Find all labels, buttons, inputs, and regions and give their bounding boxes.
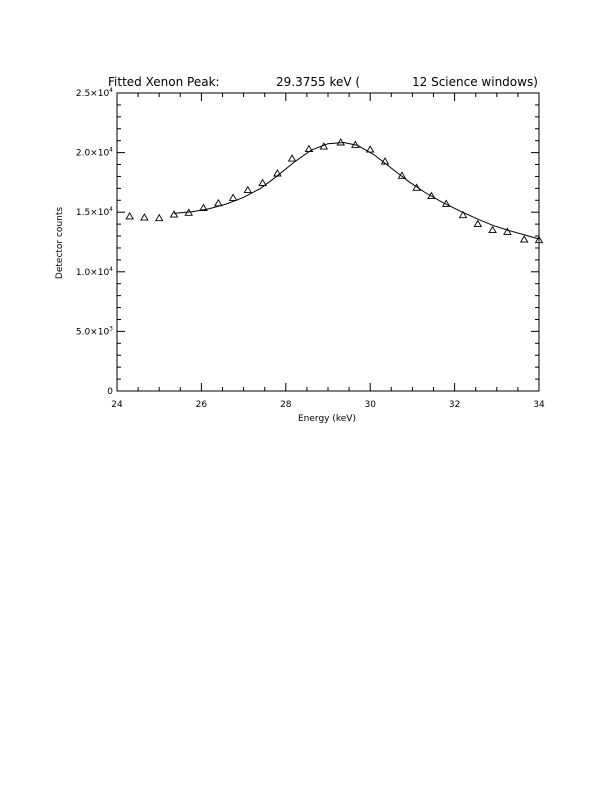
y-tick-label-mantissa: 1.0×10 bbox=[75, 267, 110, 278]
x-tick-label: 34 bbox=[533, 400, 545, 410]
y-tick-label bbox=[76, 87, 113, 99]
chart-title-part-3: 12 Science windows) bbox=[412, 75, 538, 89]
y-tick-label-mantissa: 1.5×10 bbox=[75, 208, 110, 219]
y-tick-label-mantissa: 2.0×10 bbox=[75, 148, 110, 159]
y-tick-label bbox=[76, 147, 113, 159]
y-tick-label-mantissa: 5.0×10 bbox=[75, 327, 110, 338]
y-tick-label-exponent: 4 bbox=[109, 146, 113, 154]
y-tick-label bbox=[76, 206, 113, 218]
y-tick-label-exponent: 4 bbox=[109, 265, 113, 273]
y-tick-label-exponent: 4 bbox=[109, 87, 113, 94]
y-tick-label-exponent: 4 bbox=[109, 206, 113, 214]
x-tick-label: 32 bbox=[448, 400, 461, 410]
chart-title-part-2: 29.3755 keV ( bbox=[276, 75, 361, 89]
x-axis-label: Energy (keV) bbox=[298, 414, 356, 424]
x-tick-label: 30 bbox=[364, 400, 376, 410]
y-axis-label: Detector counts bbox=[55, 206, 65, 280]
y-tick-label-mantissa: 2.5×10 bbox=[75, 89, 110, 99]
x-tick-label: 24 bbox=[111, 400, 123, 410]
y-tick-label-exponent: 3 bbox=[109, 325, 113, 333]
y-tick-label bbox=[107, 387, 113, 397]
x-tick-label: 28 bbox=[280, 400, 292, 410]
y-tick-label bbox=[76, 266, 113, 278]
y-tick-label bbox=[76, 325, 113, 337]
chart-title-part-1: Fitted Xenon Peak: bbox=[108, 75, 220, 89]
x-tick-label: 26 bbox=[195, 400, 208, 410]
y-tick-label-mantissa: 0 bbox=[107, 387, 113, 397]
